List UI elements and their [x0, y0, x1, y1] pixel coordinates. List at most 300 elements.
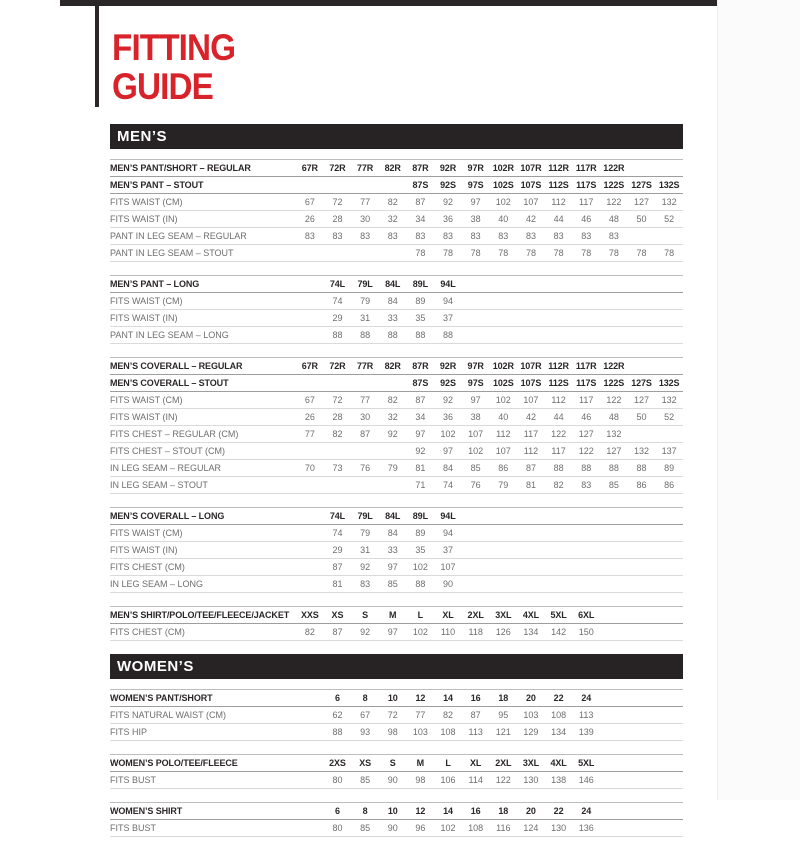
- section-label: MEN’S: [117, 128, 168, 145]
- size-cell: 92S: [440, 378, 456, 388]
- value-cell: 72: [387, 710, 398, 720]
- row-label: MEN’S PANT – STOUT: [110, 180, 204, 190]
- value-cell: 84: [443, 463, 454, 473]
- size-cell: M: [416, 758, 425, 768]
- row-label: MEN’S COVERALL – LONG: [110, 511, 225, 521]
- value-cell: 76: [470, 480, 481, 490]
- left-vertical-rule: [95, 0, 99, 107]
- value-cell: 88: [415, 330, 426, 340]
- value-cell: 74: [443, 480, 454, 490]
- size-cell: 8: [362, 693, 368, 703]
- size-cell: 18: [498, 693, 509, 703]
- value-cell: 98: [387, 727, 398, 737]
- row-label: FITS WAIST (CM): [110, 395, 183, 405]
- value-cell: 112: [523, 446, 539, 456]
- size-cell: 77R: [356, 361, 374, 371]
- size-cell: 22: [553, 806, 564, 816]
- size-cell: 22: [553, 693, 564, 703]
- value-cell: 113: [468, 727, 483, 737]
- size-cell: 74L: [329, 279, 346, 289]
- size-table: [110, 754, 683, 789]
- size-cell: 117S: [576, 378, 597, 388]
- size-cell: 107R: [520, 163, 542, 173]
- value-cell: 146: [578, 775, 594, 785]
- value-cell: 37: [443, 313, 454, 323]
- value-cell: 122: [578, 446, 594, 456]
- value-cell: 52: [664, 412, 675, 422]
- value-cell: 28: [332, 214, 343, 224]
- table-header-row: [110, 690, 683, 707]
- table-header-row: [110, 276, 683, 293]
- value-cell: 94: [443, 528, 454, 538]
- value-cell: 87: [332, 627, 343, 637]
- size-cell: 107S: [520, 180, 542, 190]
- value-cell: 108: [468, 823, 484, 833]
- value-cell: 34: [415, 412, 426, 422]
- right-page-margin: [717, 0, 800, 800]
- value-cell: 107: [468, 429, 484, 439]
- size-cell: L: [417, 610, 424, 620]
- value-cell: 76: [360, 463, 371, 473]
- size-cell: 122R: [603, 163, 625, 173]
- value-cell: 32: [387, 214, 398, 224]
- size-cell: 2XL: [467, 610, 484, 620]
- value-cell: 79: [360, 296, 371, 306]
- size-cell: 87S: [412, 180, 429, 190]
- value-cell: 97: [470, 395, 481, 405]
- value-cell: 126: [495, 627, 511, 637]
- size-cell: 117R: [575, 361, 597, 371]
- value-cell: 127: [578, 429, 594, 439]
- value-cell: 88: [636, 463, 647, 473]
- value-cell: 122: [551, 429, 567, 439]
- value-cell: 74: [332, 528, 343, 538]
- value-cell: 67: [360, 710, 371, 720]
- value-cell: 87: [415, 395, 426, 405]
- value-cell: 82: [443, 710, 454, 720]
- value-cell: 102: [440, 429, 456, 439]
- value-cell: 86: [664, 480, 675, 490]
- size-cell: 6: [335, 806, 340, 816]
- value-cell: 122: [606, 395, 622, 405]
- page-title: [112, 28, 683, 106]
- value-cell: 52: [664, 214, 675, 224]
- value-cell: 117: [523, 429, 539, 439]
- value-cell: 77: [304, 429, 315, 439]
- value-cell: 67: [304, 395, 315, 405]
- size-cell: 117R: [575, 163, 597, 173]
- value-cell: 134: [523, 627, 539, 637]
- value-cell: 92: [387, 429, 398, 439]
- row-label: MEN’S COVERALL – STOUT: [110, 378, 229, 388]
- value-cell: 44: [553, 412, 564, 422]
- table-data-row: [110, 460, 683, 477]
- value-cell: 102: [468, 446, 484, 456]
- table-data-row: [110, 624, 683, 641]
- value-cell: 48: [608, 412, 619, 422]
- value-cell: 82: [332, 429, 343, 439]
- table-data-row: [110, 392, 683, 409]
- value-cell: 122: [495, 775, 511, 785]
- size-cell: 87S: [412, 378, 429, 388]
- size-cell: 112S: [548, 180, 569, 190]
- row-label: IN LEG SEAM – STOUT: [110, 480, 208, 490]
- value-cell: 70: [304, 463, 315, 473]
- value-cell: 80: [332, 775, 343, 785]
- size-cell: 24: [581, 693, 592, 703]
- value-cell: 88: [415, 579, 426, 589]
- value-cell: 94: [443, 296, 454, 306]
- table-header-row: [110, 508, 683, 525]
- value-cell: 62: [332, 710, 343, 720]
- table-data-row: [110, 542, 683, 559]
- value-cell: 132: [661, 395, 677, 405]
- size-cell: 82R: [384, 163, 401, 173]
- value-cell: 46: [581, 412, 592, 422]
- value-cell: 83: [360, 579, 371, 589]
- table-data-row: [110, 576, 683, 593]
- value-cell: 78: [498, 248, 509, 258]
- row-label: IN LEG SEAM – REGULAR: [110, 463, 222, 473]
- value-cell: 83: [525, 231, 536, 241]
- value-cell: 88: [553, 463, 564, 473]
- value-cell: 79: [498, 480, 509, 490]
- value-cell: 132: [661, 197, 677, 207]
- value-cell: 132: [633, 446, 650, 456]
- value-cell: 85: [608, 480, 619, 490]
- size-table: [110, 802, 683, 837]
- value-cell: 35: [415, 313, 426, 323]
- top-edge-bar: [60, 0, 717, 6]
- value-cell: 102: [495, 197, 511, 207]
- value-cell: 82: [387, 395, 398, 405]
- size-cell: XS: [359, 758, 371, 768]
- value-cell: 86: [636, 480, 647, 490]
- size-cell: 14: [443, 693, 453, 703]
- value-cell: 31: [360, 313, 371, 323]
- value-cell: 108: [551, 710, 567, 720]
- value-cell: 90: [387, 823, 398, 833]
- value-cell: 87: [415, 197, 426, 207]
- value-cell: 28: [332, 412, 343, 422]
- size-cell: 117S: [576, 180, 597, 190]
- value-cell: 88: [608, 463, 619, 473]
- value-cell: 89: [415, 296, 426, 306]
- value-cell: 102: [440, 823, 456, 833]
- row-label: FITS WAIST (IN): [110, 313, 178, 323]
- row-label: FITS WAIST (IN): [110, 412, 178, 422]
- value-cell: 71: [415, 480, 426, 490]
- value-cell: 79: [387, 463, 398, 473]
- value-cell: 108: [440, 727, 456, 737]
- size-cell: 107R: [520, 361, 542, 371]
- value-cell: 82: [304, 627, 315, 637]
- value-cell: 103: [412, 727, 428, 737]
- size-cell: 72R: [329, 163, 346, 173]
- size-cell: 10: [387, 693, 398, 703]
- value-cell: 77: [415, 710, 426, 720]
- row-label: FITS CHEST (CM): [110, 562, 185, 572]
- value-cell: 103: [523, 710, 539, 720]
- table-header-row: [110, 755, 683, 772]
- value-cell: 78: [553, 248, 564, 258]
- value-cell: 36: [443, 412, 454, 422]
- value-cell: 86: [498, 463, 509, 473]
- value-cell: 97: [387, 627, 398, 637]
- size-cell: XS: [331, 610, 344, 620]
- size-cell: 3XL: [522, 758, 540, 768]
- row-label: PANT IN LEG SEAM – REGULAR: [110, 231, 247, 241]
- value-cell: 29: [332, 313, 343, 323]
- value-cell: 102: [412, 562, 428, 572]
- value-cell: 72: [332, 395, 343, 405]
- value-cell: 113: [579, 710, 594, 720]
- size-cell: 4XL: [522, 610, 540, 620]
- size-cell: 122S: [603, 180, 625, 190]
- row-label: WOMEN’S SHIRT: [110, 806, 183, 816]
- row-label: FITS BUST: [110, 775, 157, 785]
- size-cell: 10: [387, 806, 398, 816]
- value-cell: 114: [468, 775, 483, 785]
- value-cell: 102: [412, 627, 428, 637]
- value-cell: 78: [470, 248, 481, 258]
- value-cell: 85: [470, 463, 481, 473]
- value-cell: 87: [525, 463, 536, 473]
- value-cell: 77: [360, 395, 371, 405]
- value-cell: 50: [636, 214, 647, 224]
- value-cell: 83: [608, 231, 619, 241]
- size-cell: 12: [415, 806, 426, 816]
- table-header-row: [110, 607, 683, 624]
- value-cell: 36: [443, 214, 454, 224]
- value-cell: 89: [415, 528, 426, 538]
- size-cell: 20: [526, 806, 536, 816]
- value-cell: 83: [360, 231, 371, 241]
- size-cell: 112R: [548, 163, 569, 173]
- size-cell: 84L: [385, 279, 401, 289]
- value-cell: 127: [606, 446, 622, 456]
- size-cell: 122R: [603, 361, 625, 371]
- size-cell: 102S: [492, 180, 514, 190]
- size-cell: 77R: [356, 163, 374, 173]
- row-label: FITS WAIST (CM): [110, 197, 183, 207]
- value-cell: 33: [387, 313, 398, 323]
- value-cell: 117: [579, 197, 594, 207]
- size-cell: 16: [470, 693, 481, 703]
- value-cell: 38: [470, 412, 481, 422]
- value-cell: 78: [664, 248, 675, 258]
- value-cell: 139: [578, 727, 594, 737]
- value-cell: 87: [360, 429, 371, 439]
- value-cell: 79: [360, 528, 371, 538]
- value-cell: 92: [415, 446, 426, 456]
- value-cell: 42: [525, 412, 536, 422]
- size-cell: 112R: [548, 361, 569, 371]
- size-cell: 102R: [492, 361, 514, 371]
- size-cell: 97S: [467, 180, 484, 190]
- size-cell: 67R: [301, 163, 318, 173]
- row-label: FITS WAIST (CM): [110, 528, 183, 538]
- value-cell: 117: [579, 395, 594, 405]
- table-data-row: [110, 211, 683, 228]
- value-cell: 97: [470, 197, 481, 207]
- value-cell: 107: [523, 197, 539, 207]
- size-cell: 79L: [357, 511, 373, 521]
- row-label: FITS NATURAL WAIST (CM): [110, 710, 226, 720]
- table-header-row: [110, 177, 683, 194]
- value-cell: 127: [633, 395, 650, 405]
- size-table: [110, 357, 683, 494]
- value-cell: 46: [581, 214, 592, 224]
- value-cell: 78: [608, 248, 619, 258]
- size-cell: 8: [362, 806, 368, 816]
- table-data-row: [110, 707, 683, 724]
- value-cell: 30: [360, 214, 371, 224]
- size-cell: 5XL: [550, 610, 567, 620]
- value-cell: 40: [498, 412, 509, 422]
- value-cell: 112: [496, 429, 511, 439]
- value-cell: 40: [498, 214, 509, 224]
- value-cell: 81: [525, 480, 536, 490]
- size-cell: S: [362, 610, 369, 620]
- table-data-row: [110, 426, 683, 443]
- value-cell: 83: [581, 231, 592, 241]
- value-cell: 137: [661, 446, 677, 456]
- size-cell: 92R: [439, 361, 457, 371]
- value-cell: 112: [551, 395, 566, 405]
- value-cell: 50: [636, 412, 647, 422]
- value-cell: 32: [387, 412, 398, 422]
- page-content: [110, 28, 683, 850]
- value-cell: 106: [440, 775, 456, 785]
- value-cell: 107: [440, 562, 456, 572]
- value-cell: 102: [495, 395, 511, 405]
- size-cell: 3XL: [495, 610, 512, 620]
- value-cell: 83: [553, 231, 564, 241]
- size-tables: [110, 124, 683, 837]
- value-cell: 81: [332, 579, 343, 589]
- value-cell: 87: [332, 562, 343, 572]
- size-cell: XXS: [300, 610, 319, 620]
- value-cell: 38: [470, 214, 481, 224]
- size-cell: 107S: [520, 378, 542, 388]
- size-cell: 97R: [467, 163, 484, 173]
- value-cell: 98: [415, 775, 426, 785]
- size-cell: 2XL: [495, 758, 512, 768]
- value-cell: 83: [581, 480, 592, 490]
- row-label: WOMEN’S POLO/TEE/FLEECE: [110, 758, 238, 768]
- value-cell: 138: [551, 775, 567, 785]
- value-cell: 85: [360, 775, 371, 785]
- size-cell: 87R: [412, 163, 429, 173]
- table-header-row: [110, 160, 683, 177]
- value-cell: 132: [606, 429, 622, 439]
- size-cell: 2XS: [329, 758, 346, 768]
- table-data-row: [110, 327, 683, 344]
- size-cell: 16: [470, 806, 481, 816]
- value-cell: 92: [443, 197, 454, 207]
- size-cell: 89L: [412, 279, 428, 289]
- row-label: MEN’S PANT/SHORT – REGULAR: [110, 163, 251, 173]
- value-cell: 44: [553, 214, 564, 224]
- value-cell: 96: [415, 823, 426, 833]
- table-data-row: [110, 194, 683, 211]
- value-cell: 37: [443, 545, 454, 555]
- size-cell: 122S: [603, 378, 625, 388]
- value-cell: 93: [360, 727, 371, 737]
- value-cell: 83: [415, 231, 426, 241]
- value-cell: 83: [498, 231, 509, 241]
- table-data-row: [110, 228, 683, 245]
- size-cell: 102S: [492, 378, 514, 388]
- value-cell: 83: [304, 231, 315, 241]
- value-cell: 78: [636, 248, 647, 258]
- size-cell: 127S: [631, 378, 652, 388]
- value-cell: 33: [387, 545, 398, 555]
- size-cell: 127S: [631, 180, 652, 190]
- table-data-row: [110, 525, 683, 542]
- value-cell: 142: [551, 627, 567, 637]
- value-cell: 42: [525, 214, 536, 224]
- value-cell: 34: [415, 214, 426, 224]
- value-cell: 29: [332, 545, 343, 555]
- value-cell: 48: [608, 214, 619, 224]
- row-label: PANT IN LEG SEAM – STOUT: [110, 248, 234, 258]
- value-cell: 88: [332, 330, 343, 340]
- value-cell: 78: [525, 248, 536, 258]
- value-cell: 31: [360, 545, 371, 555]
- table-data-row: [110, 724, 683, 741]
- value-cell: 82: [553, 480, 564, 490]
- value-cell: 88: [360, 330, 371, 340]
- table-header-row: [110, 375, 683, 392]
- value-cell: 107: [495, 446, 511, 456]
- value-cell: 89: [664, 463, 675, 473]
- value-cell: 117: [551, 446, 566, 456]
- size-cell: 87R: [412, 361, 429, 371]
- value-cell: 112: [551, 197, 566, 207]
- value-cell: 87: [470, 710, 481, 720]
- row-label: PANT IN LEG SEAM – LONG: [110, 330, 229, 340]
- value-cell: 78: [581, 248, 592, 258]
- row-label: FITS CHEST (CM): [110, 627, 185, 637]
- size-cell: 12: [415, 693, 426, 703]
- value-cell: 35: [415, 545, 426, 555]
- table-data-row: [110, 245, 683, 262]
- value-cell: 121: [495, 727, 511, 737]
- value-cell: 95: [498, 710, 509, 720]
- page-title-line2: GUIDE: [112, 66, 213, 107]
- size-table: [110, 275, 683, 344]
- value-cell: 130: [551, 823, 567, 833]
- value-cell: 97: [443, 446, 454, 456]
- value-cell: 92: [443, 395, 454, 405]
- value-cell: 82: [387, 197, 398, 207]
- value-cell: 97: [387, 562, 398, 572]
- size-cell: 20: [526, 693, 536, 703]
- size-cell: 94L: [440, 279, 456, 289]
- value-cell: 97: [415, 429, 426, 439]
- row-label: MEN’S PANT – LONG: [110, 279, 200, 289]
- value-cell: 90: [387, 775, 398, 785]
- value-cell: 134: [551, 727, 567, 737]
- row-label: WOMEN’S PANT/SHORT: [110, 693, 213, 703]
- value-cell: 78: [415, 248, 426, 258]
- row-label: IN LEG SEAM – LONG: [110, 579, 204, 589]
- row-label: FITS CHEST – REGULAR (CM): [110, 429, 239, 439]
- table-data-row: [110, 293, 683, 310]
- value-cell: 88: [332, 727, 343, 737]
